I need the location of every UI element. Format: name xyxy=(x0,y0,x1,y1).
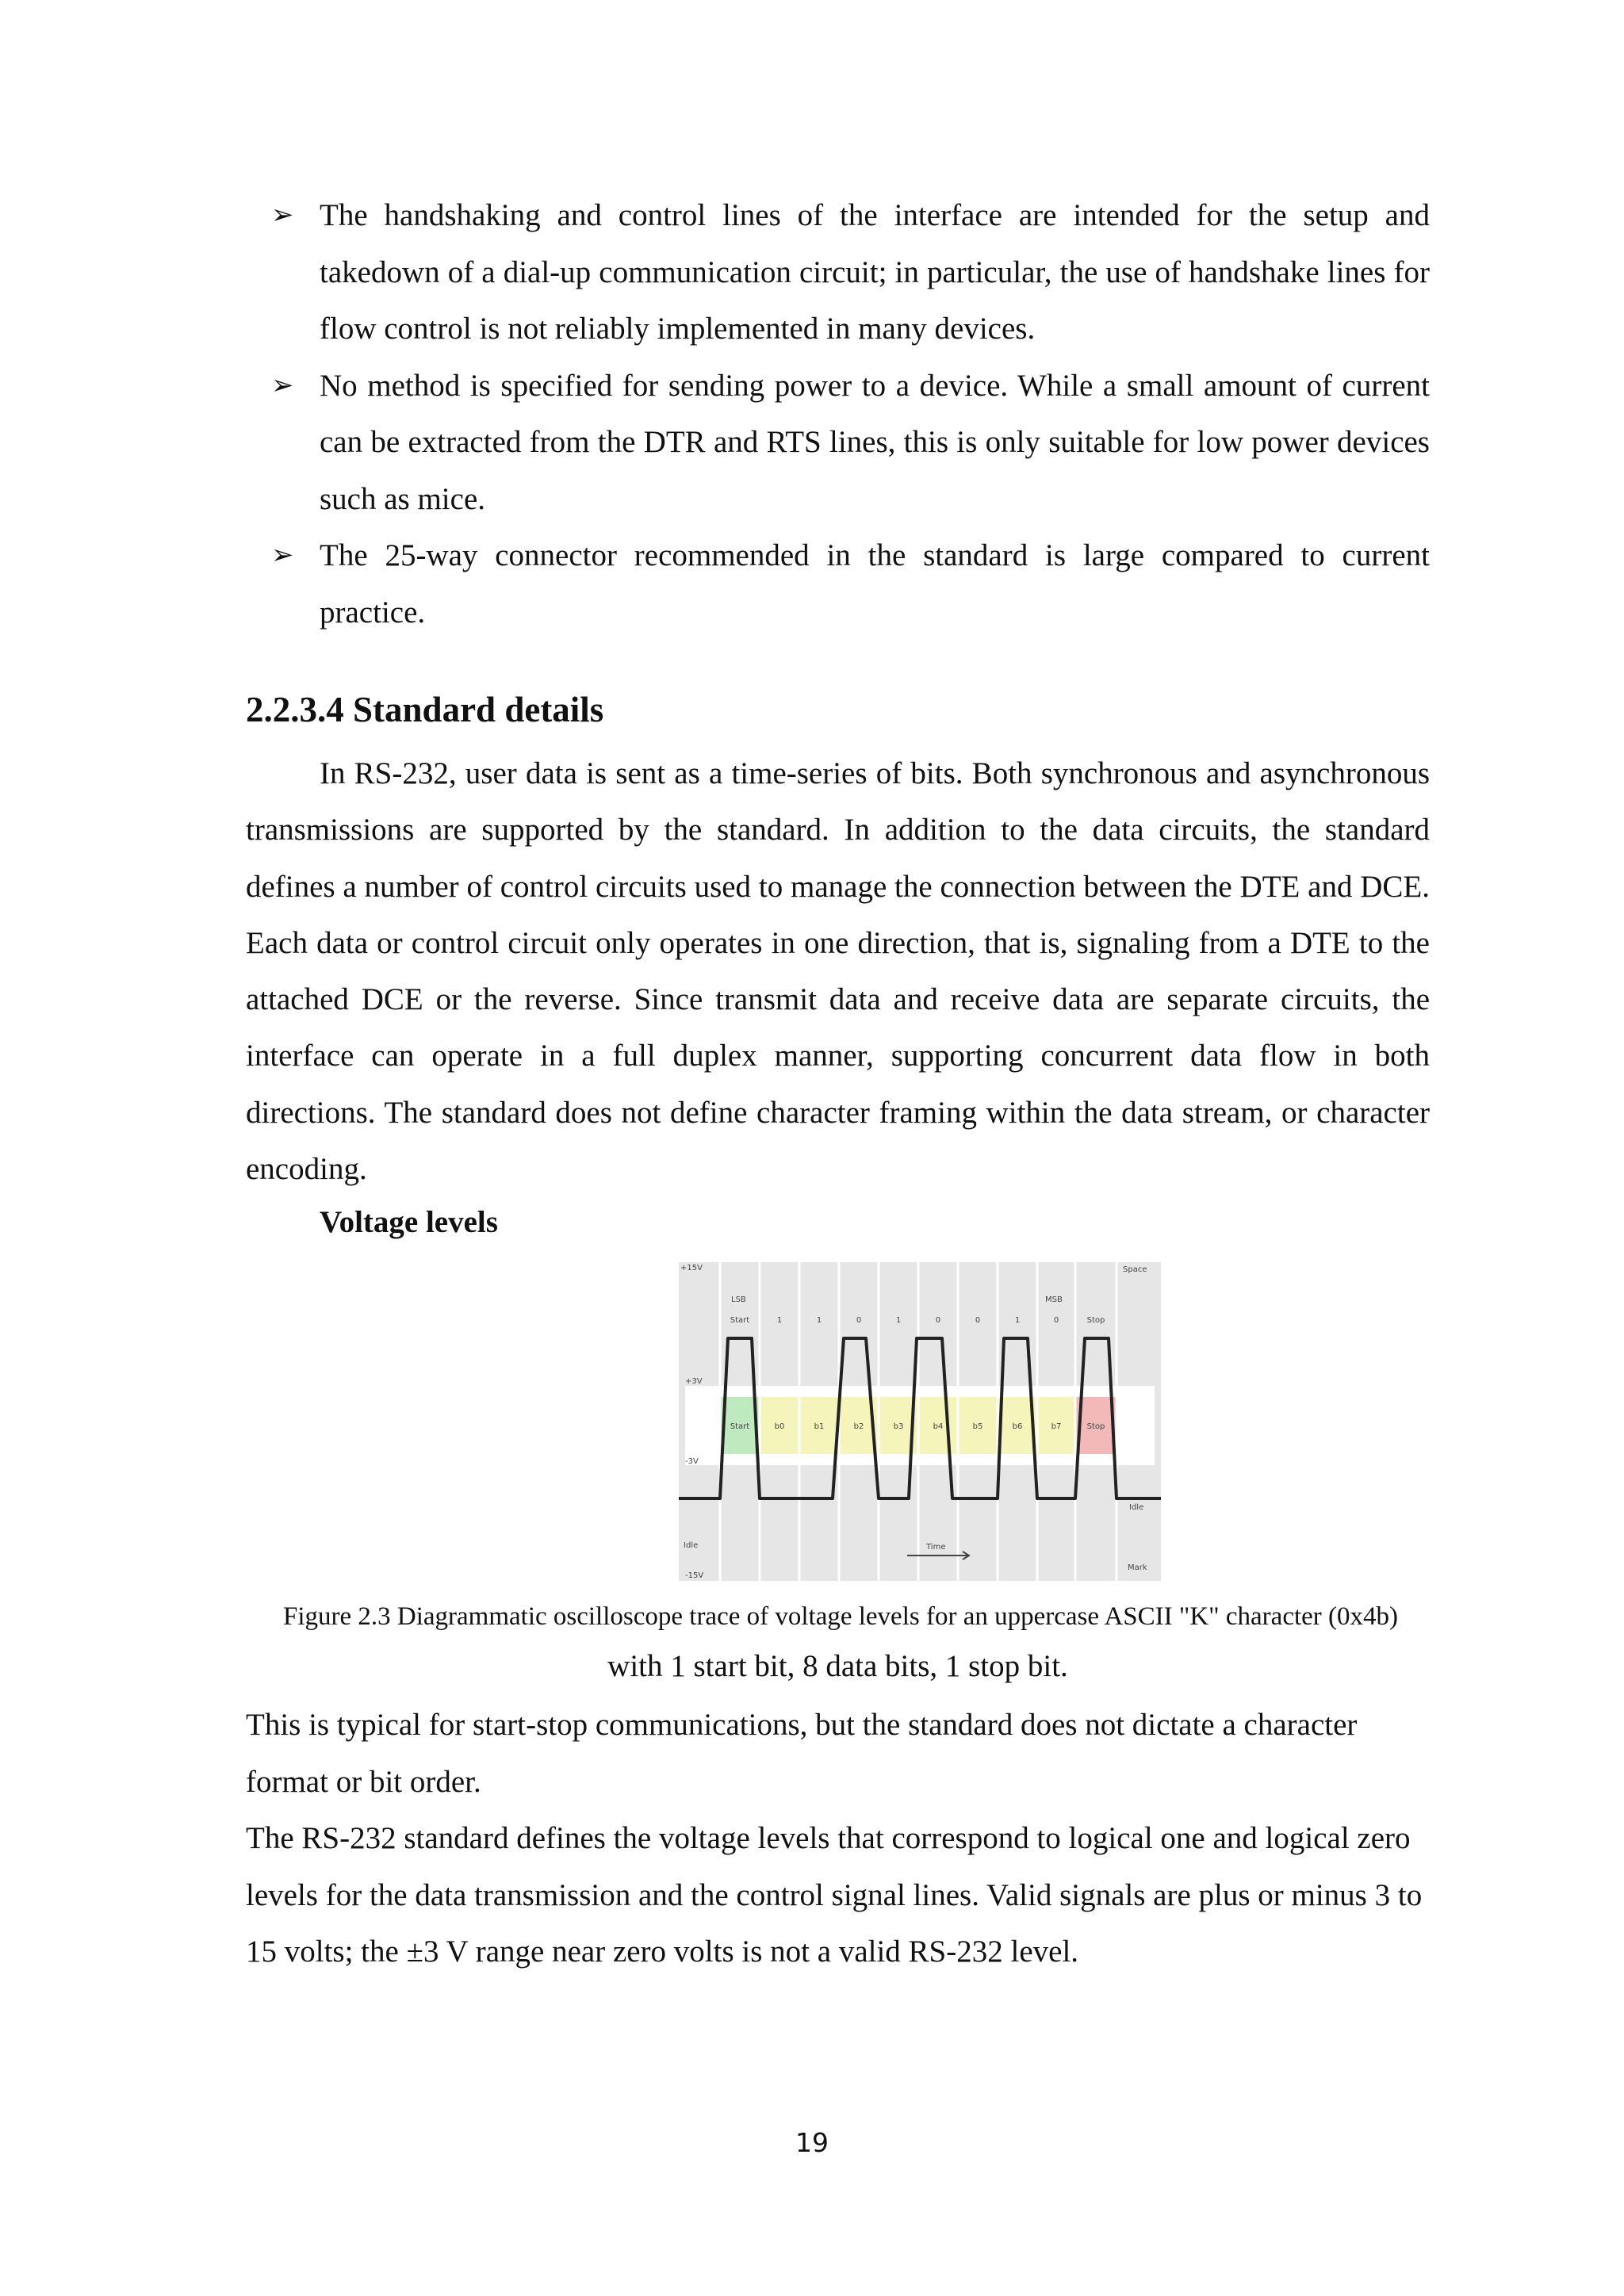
page-number: 19 xyxy=(795,2127,829,2158)
voltage-levels-subheading: Voltage levels xyxy=(320,1205,498,1239)
arrowhead-bullet-icon: ➢ xyxy=(271,539,294,571)
body-paragraph-2: This is typical for start-stop communications, but the standard does not dictate a character format or bit order. xyxy=(246,1708,1358,1799)
band-cell: b5 xyxy=(972,1422,983,1431)
y-label-minus15: -15V xyxy=(685,1571,704,1580)
figure-caption: Figure 2.3 Diagrammatic oscilloscope trace of voltage levels for an uppercase ASCII "K" character (0x4b) xyxy=(282,1602,1398,1631)
band-cell: b1 xyxy=(814,1422,825,1431)
right-label-idle: Idle xyxy=(1129,1503,1144,1512)
figure-caption-continued: with 1 start bit, 8 data bits, 1 stop bit. xyxy=(607,1649,1068,1683)
bullet-text: The handshaking and control lines of the interface are intended for the setup and takedown of a dial-up communication circuit; in particular, the use of handshake lines for flow control is not reliably implemented in many devices. xyxy=(320,198,1430,346)
top-row-cell: 1 xyxy=(816,1316,822,1325)
bullet-list xyxy=(246,187,1430,641)
oscilloscope-diagram xyxy=(679,1259,1161,1584)
section-heading: 2.2.3.4 Standard details xyxy=(246,690,604,729)
list-item xyxy=(246,527,1430,641)
list-item xyxy=(246,187,1430,358)
band-cell: b2 xyxy=(853,1422,864,1431)
band-cell: b0 xyxy=(774,1422,785,1431)
band-cell: b3 xyxy=(893,1422,904,1431)
top-row-cell: 0 xyxy=(856,1316,862,1325)
band-cell: b6 xyxy=(1012,1422,1023,1431)
bullet-text: The 25-way connector recommended in the standard is large compared to current practice. xyxy=(320,538,1430,629)
top-row-cell: 1 xyxy=(776,1316,783,1325)
arrowhead-bullet-icon: ➢ xyxy=(271,199,294,231)
bullet-text: No method is specified for sending power to a device. While a small amount of current can be extracted from the DTR and RTS lines, this is only suitable for low power devices such as mice. xyxy=(320,368,1430,516)
top-row-cell: Stop xyxy=(1086,1316,1105,1325)
top-row-cell: 1 xyxy=(1014,1316,1021,1325)
y-label-plus15: +15V xyxy=(680,1264,703,1272)
band-cell: b7 xyxy=(1051,1422,1062,1431)
band-cell: b4 xyxy=(933,1422,944,1431)
right-label-mark: Mark xyxy=(1128,1563,1147,1572)
top-row-cell: 0 xyxy=(975,1316,981,1325)
right-label-space: Space xyxy=(1123,1265,1147,1274)
top-row-cell: 0 xyxy=(1053,1316,1059,1325)
y-label-plus3: +3V xyxy=(685,1377,703,1386)
oscilloscope-figure xyxy=(679,1259,1161,1584)
list-item xyxy=(246,358,1430,528)
body-paragraph-3: The RS-232 standard defines the voltage levels that correspond to logical one and logical zero levels for the data transmission and the control signal lines. Valid signals are plus or minus 3 to 15 volts; the ±3 V range near zero volts is not a valid RS-232 level. xyxy=(246,1821,1423,1969)
time-label: Time xyxy=(926,1543,946,1552)
y-label-idle: Idle xyxy=(684,1541,699,1550)
arrowhead-bullet-icon: ➢ xyxy=(271,369,294,401)
band-cell: Stop xyxy=(1086,1422,1105,1431)
top-row-cell: Start xyxy=(730,1316,750,1325)
top-row-cell: 1 xyxy=(895,1316,902,1325)
band-cell: Start xyxy=(730,1422,750,1431)
y-label-minus3: -3V xyxy=(685,1457,699,1466)
msb-label: MSB xyxy=(1045,1295,1063,1304)
top-row-cell: 0 xyxy=(935,1316,941,1325)
body-paragraph: In RS-232, user data is sent as a time-series of bits. Both synchronous and asynchronous transmissions are supported by the standard. In addition to the data circuits, the standard defines a number of control circuits used to manage the connection between the DTE and DCE. Each data or control circuit only operates in one direction, that is, signaling from a DTE to the attached DCE or the reverse. Since transmit data and receive data are separate circuits, the interface can operate in a full duplex manner, supporting concurrent data flow in both directions. The standard does not define character framing within the data stream, or character encoding. xyxy=(246,756,1430,1187)
lsb-label: LSB xyxy=(731,1295,746,1304)
